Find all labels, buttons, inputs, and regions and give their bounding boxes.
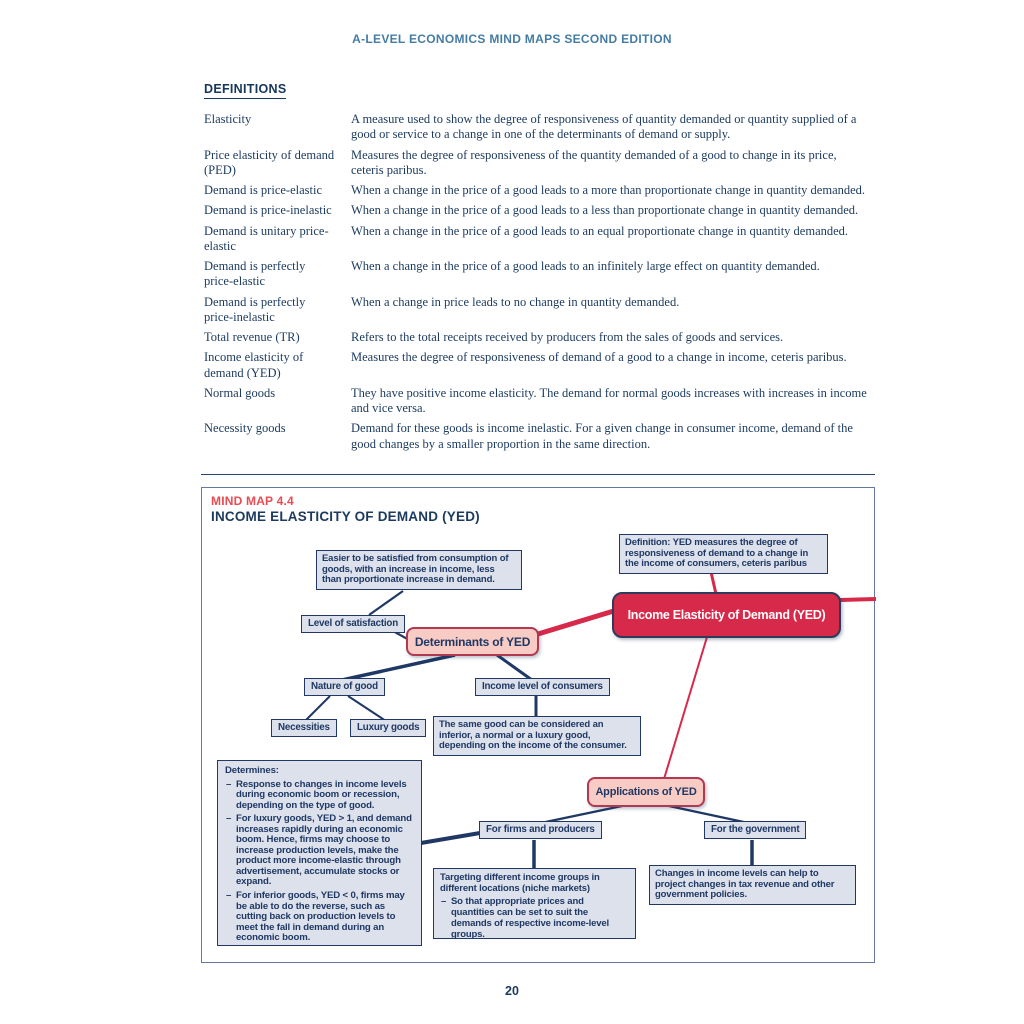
definition-term: Total revenue (TR) xyxy=(204,330,300,344)
definition-text: When a change in the price of a good leads to an equal proportionate change in quantity demanded. xyxy=(351,223,849,238)
line-determinants-nature xyxy=(342,655,455,680)
determines-bullet: – Response to changes in income levels during economic boom or recession, depending on the type of good. xyxy=(225,780,414,812)
node-changes-income: Changes in income levels can help to project changes in tax revenue and other government policies. xyxy=(649,865,856,905)
node-applications-of-yed: Applications of YED xyxy=(587,777,705,807)
targeting-title: Targeting different income groups in different locations (niche markets) xyxy=(440,872,600,894)
section-divider xyxy=(201,474,875,475)
definition-term: Demand is perfectly price-elastic xyxy=(204,259,306,289)
definition-term: Normal goods xyxy=(204,385,276,400)
definition-text: A measure used to show the degree of responsiveness of quantity demanded or quantity supplied of a good or service to a change in one of the determinants of demand or supply. xyxy=(351,112,857,142)
determines-title: Determines: xyxy=(225,765,279,776)
definition-text: When a change in the price of a good leads to an infinitely large effect on quantity demanded. xyxy=(351,259,820,273)
line-central-right xyxy=(840,599,876,600)
definition-text: Demand for these goods is income inelastic. For a given change in consumer income, demand of the good changes by a smaller proportion in the same direction. xyxy=(351,421,853,451)
definition-term: Demand is perfectly price-inelastic xyxy=(204,294,306,324)
definition-text: When a change in the price of a good leads to a less than proportionate change in quantity demanded. xyxy=(351,203,859,218)
definition-text: They have positive income elasticity. The demand for normal goods increases with increases in income and vice versa. xyxy=(351,385,867,415)
definitions-table xyxy=(204,112,872,452)
node-nature-of-good: Nature of good xyxy=(304,678,385,696)
definition-term: Necessity goods xyxy=(204,421,286,436)
node-necessities: Necessities xyxy=(271,719,337,737)
definition-term: Demand is price-elastic xyxy=(204,183,323,197)
node-level-of-satisfaction: Level of satisfaction xyxy=(301,615,405,633)
mindmap-number: MIND MAP 4.4 xyxy=(211,494,294,508)
node-determinants-of-yed: Determinants of YED xyxy=(406,627,539,656)
node-central-yed: Income Elasticity of Demand (YED) xyxy=(612,592,841,638)
determines-bullet: – For luxury goods, YED > 1, and demand increases rapidly during an economic boom. Hence, firms may choose to increase production levels, make the product more income-elastic through advertisement, accumulate stocks or expand. xyxy=(225,814,414,888)
definition-text: Refers to the total receipts received by producers from the sales of goods and services. xyxy=(351,330,784,344)
definitions-section xyxy=(204,80,872,452)
line-determinants-central xyxy=(538,610,617,634)
node-for-firms-and-producers: For firms and producers xyxy=(479,821,602,839)
node-targeting xyxy=(433,868,636,939)
definition-term: Elasticity xyxy=(204,112,252,126)
definitions-heading: DEFINITIONS xyxy=(204,82,286,99)
line-determines-firms xyxy=(421,833,480,843)
node-easier-satisfied: Easier to be satisfied from consumption of goods, with an increase in income, less than proportionate increase in demand. xyxy=(316,550,522,590)
mindmap-title: INCOME ELASTICITY OF DEMAND (YED) xyxy=(211,509,480,524)
page-number: 20 xyxy=(505,984,519,998)
targeting-bullet: – So that appropriate prices and quantities can be set to suit the demands of respective income-level groups. xyxy=(440,897,629,940)
definition-term: Demand is price-inelastic xyxy=(204,203,332,218)
definition-term: Demand is unitary price-elastic xyxy=(204,223,329,253)
node-luxury-goods: Luxury goods xyxy=(350,719,426,737)
node-income-level-of-consumers: Income level of consumers xyxy=(475,678,610,696)
line-easier-level xyxy=(369,591,403,615)
line-definition-central xyxy=(711,572,716,594)
node-determines xyxy=(217,760,422,946)
definition-text: Measures the degree of responsiveness of the quantity demanded of a good to change in its price, ceteris paribus. xyxy=(351,147,837,177)
mindmap-panel xyxy=(201,487,875,963)
line-nature-luxury xyxy=(348,696,386,721)
definition-text: When a change in the price of a good leads to a more than proportionate change in quantity demanded. xyxy=(351,183,866,197)
node-same-good: The same good can be considered an inferior, a normal or a luxury good, depending on the income of the consumer. xyxy=(433,716,641,756)
definition-text: When a change in price leads to no change in quantity demanded. xyxy=(351,294,680,309)
book-header: A-LEVEL ECONOMICS MIND MAPS SECOND EDITION xyxy=(352,32,672,46)
line-nature-necessities xyxy=(305,696,330,721)
definition-text: Measures the degree of responsiveness of demand of a good to a change in income, ceteris paribus. xyxy=(351,350,847,365)
determines-bullet: – For inferior goods, YED < 0, firms may be able to do the reverse, such as cutting back on production levels to meet the fall in demand during an economic boom. xyxy=(225,891,414,944)
node-for-the-government: For the government xyxy=(704,821,806,839)
definition-term: Price elasticity of demand (PED) xyxy=(204,147,335,177)
definition-term: Income elasticity of demand (YED) xyxy=(204,350,304,380)
line-determinants-incomelevel xyxy=(497,655,532,680)
line-central-applications xyxy=(664,637,707,779)
node-yed-definition: Definition: YED measures the degree of responsiveness of demand to a change in the income of consumers, ceteris paribus xyxy=(619,534,828,574)
